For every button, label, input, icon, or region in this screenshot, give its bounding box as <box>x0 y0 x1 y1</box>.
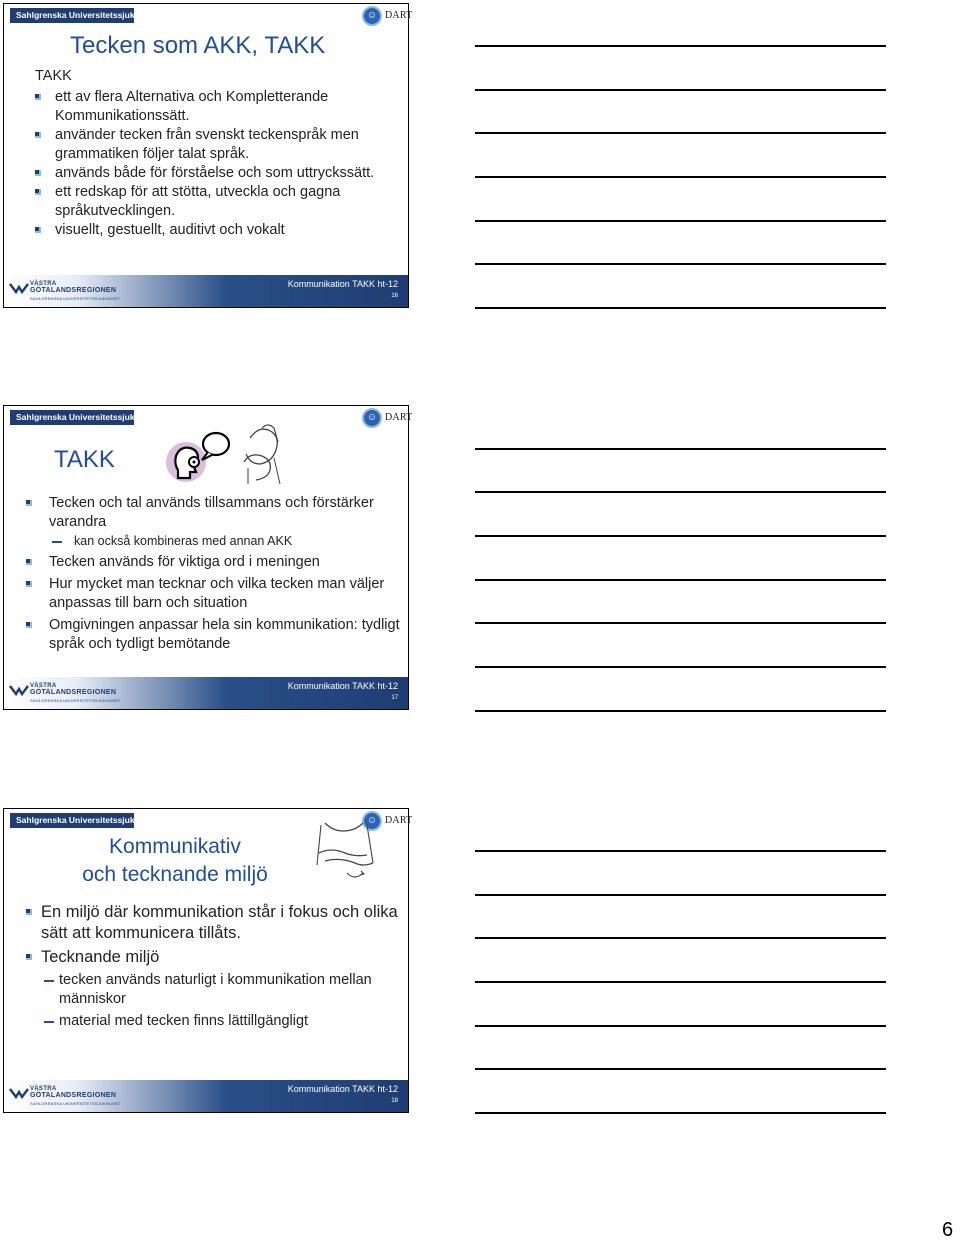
vgr-logo-icon <box>10 1087 28 1099</box>
vgr-logo <box>10 683 121 705</box>
list-item <box>35 183 395 221</box>
bullet-square-icon <box>35 170 41 176</box>
list-item-text: Tecken och tal används tillsammans och förstärker varandra <box>49 495 374 530</box>
note-line <box>475 579 886 581</box>
slide-number: 18 <box>391 1098 398 1104</box>
list-item <box>35 88 395 126</box>
note-line <box>475 622 886 624</box>
list-item-text: tecken används naturligt i kommunikation mellan människor <box>59 972 372 1007</box>
list-item <box>26 575 401 613</box>
bullet-dash-icon <box>44 980 54 982</box>
bullet-square-icon <box>26 581 32 587</box>
list-item <box>35 164 395 183</box>
vgr-logo-text <box>30 281 116 295</box>
list-item-text: kan också kombineras med annan AKK <box>74 534 293 548</box>
note-line <box>475 132 886 134</box>
slide-footer <box>4 1080 408 1112</box>
vgr-subtitle: SAHLGRENSKA UNIVERSITETSSJUKHUSET <box>30 1101 121 1106</box>
bullet-square-icon <box>35 94 41 100</box>
bullet-list <box>26 494 401 657</box>
course-label: Kommunikation TAKK ht-12 <box>287 681 398 691</box>
course-label: Kommunikation TAKK ht-12 <box>287 1084 398 1094</box>
slide-title: TAKK <box>54 446 115 473</box>
vgr-logo <box>10 281 121 303</box>
note-line <box>475 491 886 493</box>
list-item <box>26 947 401 968</box>
sign-illustration <box>311 815 381 885</box>
slide-number: 17 <box>391 695 398 701</box>
bullet-square-icon <box>26 622 32 628</box>
bullet-square-icon <box>35 227 41 233</box>
note-line <box>475 263 886 265</box>
bullet-square-icon <box>35 189 41 195</box>
slide-title-line2: och tecknande miljö <box>82 863 268 886</box>
list-item-text: Hur mycket man tecknar och vilka tecken man väljer anpassas till barn och situation <box>49 576 385 611</box>
note-line <box>475 535 886 537</box>
dart-logo-label: DART <box>385 815 413 826</box>
note-line <box>475 1068 886 1070</box>
note-line <box>475 45 886 47</box>
bullet-square-icon <box>26 954 32 960</box>
dart-logo-icon: ☺ <box>362 6 382 26</box>
sub-list-item <box>26 533 401 550</box>
list-item-text: material med tecken finns lättillgängligt <box>59 1013 309 1029</box>
bullet-square-icon <box>35 132 41 138</box>
list-item-text: Omgivningen anpassar hela sin kommunikation: tydligt språk och tydligt bemötande <box>49 617 400 652</box>
list-item-text: Tecken används för viktiga ord i meningen <box>49 554 320 570</box>
list-item-text: används både för förståelse och som uttryckssätt. <box>55 165 375 181</box>
list-item-text: ett av flera Alternativa och Kompletterande Kommunikationssätt. <box>55 89 329 124</box>
vgr-line1: VÄSTRA <box>30 1086 57 1092</box>
bullet-square-icon <box>26 500 32 506</box>
note-line <box>475 1112 886 1114</box>
list-item-text: använder tecken från svenskt teckenspråk men grammatiken följer talat språk. <box>55 127 359 162</box>
dart-logo-label: DART <box>385 10 413 21</box>
note-line <box>475 710 886 712</box>
note-line <box>475 1025 886 1027</box>
bullet-list <box>35 88 395 240</box>
list-item-text: visuellt, gestuellt, auditivt och vokalt <box>55 222 285 238</box>
vgr-logo-text <box>30 1086 116 1100</box>
note-line <box>475 89 886 91</box>
vgr-logo-icon <box>10 684 28 696</box>
list-item <box>26 553 401 572</box>
list-item-text: En miljö där kommunikation står i fokus och olika sätt att kommunicera tillåts. <box>41 903 398 942</box>
list-item <box>35 221 395 240</box>
slide-16 <box>3 3 413 308</box>
note-line <box>475 448 886 450</box>
slide-footer <box>4 677 408 709</box>
slide-title <box>60 833 290 889</box>
vgr-logo-text <box>30 683 116 697</box>
slide-17 <box>3 405 413 710</box>
vgr-subtitle: SAHLGRENSKA UNIVERSITETSSJUKHUSET <box>30 698 121 703</box>
bullet-square-icon <box>26 559 32 565</box>
page-number: 6 <box>942 1219 954 1241</box>
dart-logo <box>360 406 413 432</box>
note-line <box>475 937 886 939</box>
sub-list-item <box>26 971 401 1009</box>
slide-18 <box>3 808 413 1113</box>
list-item-text: Tecknande miljö <box>41 948 160 966</box>
slide-footer <box>4 275 408 307</box>
slide-number: 16 <box>391 293 398 299</box>
dart-logo-icon: ☺ <box>362 811 382 831</box>
bullet-dash-icon <box>44 1021 54 1023</box>
dart-logo-label: DART <box>385 412 413 423</box>
note-line <box>475 850 886 852</box>
communication-illustration <box>164 418 294 490</box>
list-item-text: ett redskap för att stötta, utveckla och gagna språkutvecklingen. <box>55 184 341 219</box>
vgr-line2: GÖTALANDSREGIONEN <box>30 1092 117 1099</box>
note-line <box>475 307 886 309</box>
dart-logo-icon: ☺ <box>362 408 382 428</box>
vgr-line1: VÄSTRA <box>30 281 57 287</box>
vgr-line2: GÖTALANDSREGIONEN <box>30 287 117 294</box>
note-line <box>475 176 886 178</box>
hospital-name-bar: Sahlgrenska Universitetssjukhuset <box>10 8 134 23</box>
vgr-line2: GÖTALANDSREGIONEN <box>30 689 117 696</box>
vgr-logo <box>10 1086 121 1108</box>
dart-logo <box>360 4 413 30</box>
list-item <box>26 494 401 532</box>
bullet-dash-icon <box>52 541 62 543</box>
bullet-list <box>26 902 401 1034</box>
vgr-logo-icon <box>10 282 28 294</box>
slide-title: Tecken som AKK, TAKK <box>70 32 326 59</box>
list-item <box>26 616 401 654</box>
vgr-subtitle: SAHLGRENSKA UNIVERSITETSSJUKHUSET <box>30 296 121 301</box>
slide-intro: TAKK <box>35 68 72 84</box>
course-label: Kommunikation TAKK ht-12 <box>287 279 398 289</box>
hospital-name-bar: Sahlgrenska Universitetssjukhuset <box>10 813 134 828</box>
bullet-square-icon <box>26 909 32 915</box>
list-item <box>35 126 395 164</box>
sub-list-item <box>26 1012 401 1031</box>
note-line <box>475 220 886 222</box>
note-line <box>475 666 886 668</box>
list-item <box>26 902 401 944</box>
note-line <box>475 981 886 983</box>
hospital-name-bar: Sahlgrenska Universitetssjukhuset <box>10 410 134 425</box>
vgr-line1: VÄSTRA <box>30 683 57 689</box>
note-line <box>475 894 886 896</box>
slide-title-line1: Kommunikativ <box>109 835 241 858</box>
